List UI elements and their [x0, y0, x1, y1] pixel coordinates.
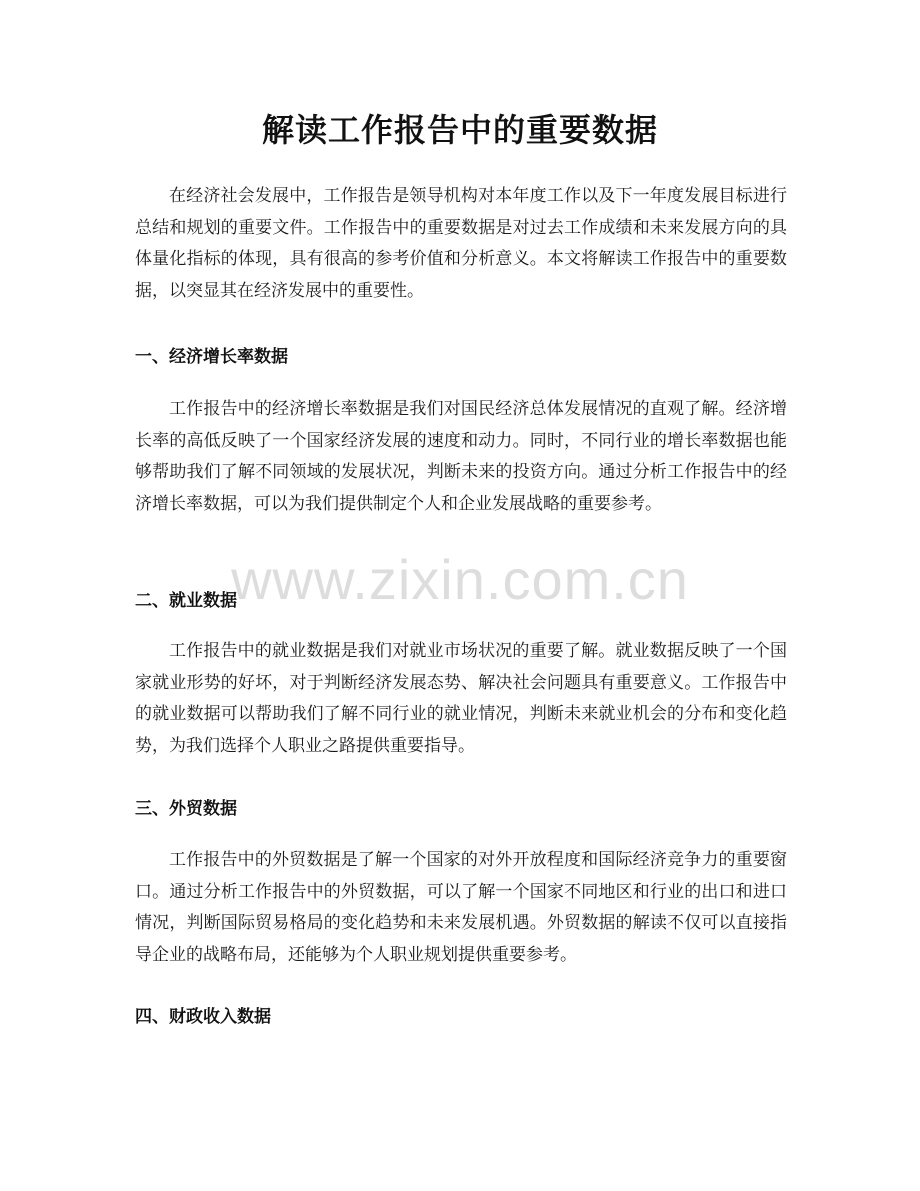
section-body-employment: 工作报告中的就业数据是我们对就业市场状况的重要了解。就业数据反映了一个国家就业形势的好坏，对于判断经济发展态势、解决社会问题具有重要意义。工作报告中的就业数据可以帮助我们了解不同行业的就业情况，判断未来就业机会的分布和变化趋势，为我们选择个人职业之路提供重要指导。 — [135, 641, 787, 756]
section-heading-employment: 二、就业数据 — [135, 591, 237, 611]
section-body-trade: 工作报告中的外贸数据是了解一个国家的对外开放程度和国际经济竞争力的重要窗口。通过分析工作报告中的外贸数据，可以了解一个国家不同地区和行业的出口和进口情况，判断国际贸易格局的变化趋势和未来发展机遇。外贸数据的解读不仅可以直接指导企业的战略布局，还能够为个人职业规划提供重要参考。 — [135, 850, 787, 965]
section-body-growth: 工作报告中的经济增长率数据是我们对国民经济总体发展情况的直观了解。经济增长率的高低反映了一个国家经济发展的速度和动力。同时，不同行业的增长率数据也能够帮助我们了解不同领域的发展状况，判断未来的投资方向。通过分析工作报告中的经济增长率数据，可以为我们提供制定个人和企业发展战略的重要参考。 — [135, 399, 787, 514]
document-title: 解读工作报告中的重要数据 — [261, 111, 658, 149]
section-heading-trade: 三、外贸数据 — [135, 799, 237, 819]
intro-paragraph: 在经济社会发展中，工作报告是领导机构对本年度工作以及下一年度发展目标进行总结和规划的重要文件。工作报告中的重要数据是对过去工作成绩和未来发展方向的具体量化指标的体现，具有很高的参考价值和分析意义。本文将解读工作报告中的重要数据，以突显其在经济发展中的重要性。 — [135, 186, 787, 301]
section-heading-fiscal: 四、财政收入数据 — [135, 1007, 271, 1027]
watermark-text: www.zixin.com.cn — [231, 548, 689, 611]
section-heading-growth: 一、经济增长率数据 — [135, 347, 288, 367]
